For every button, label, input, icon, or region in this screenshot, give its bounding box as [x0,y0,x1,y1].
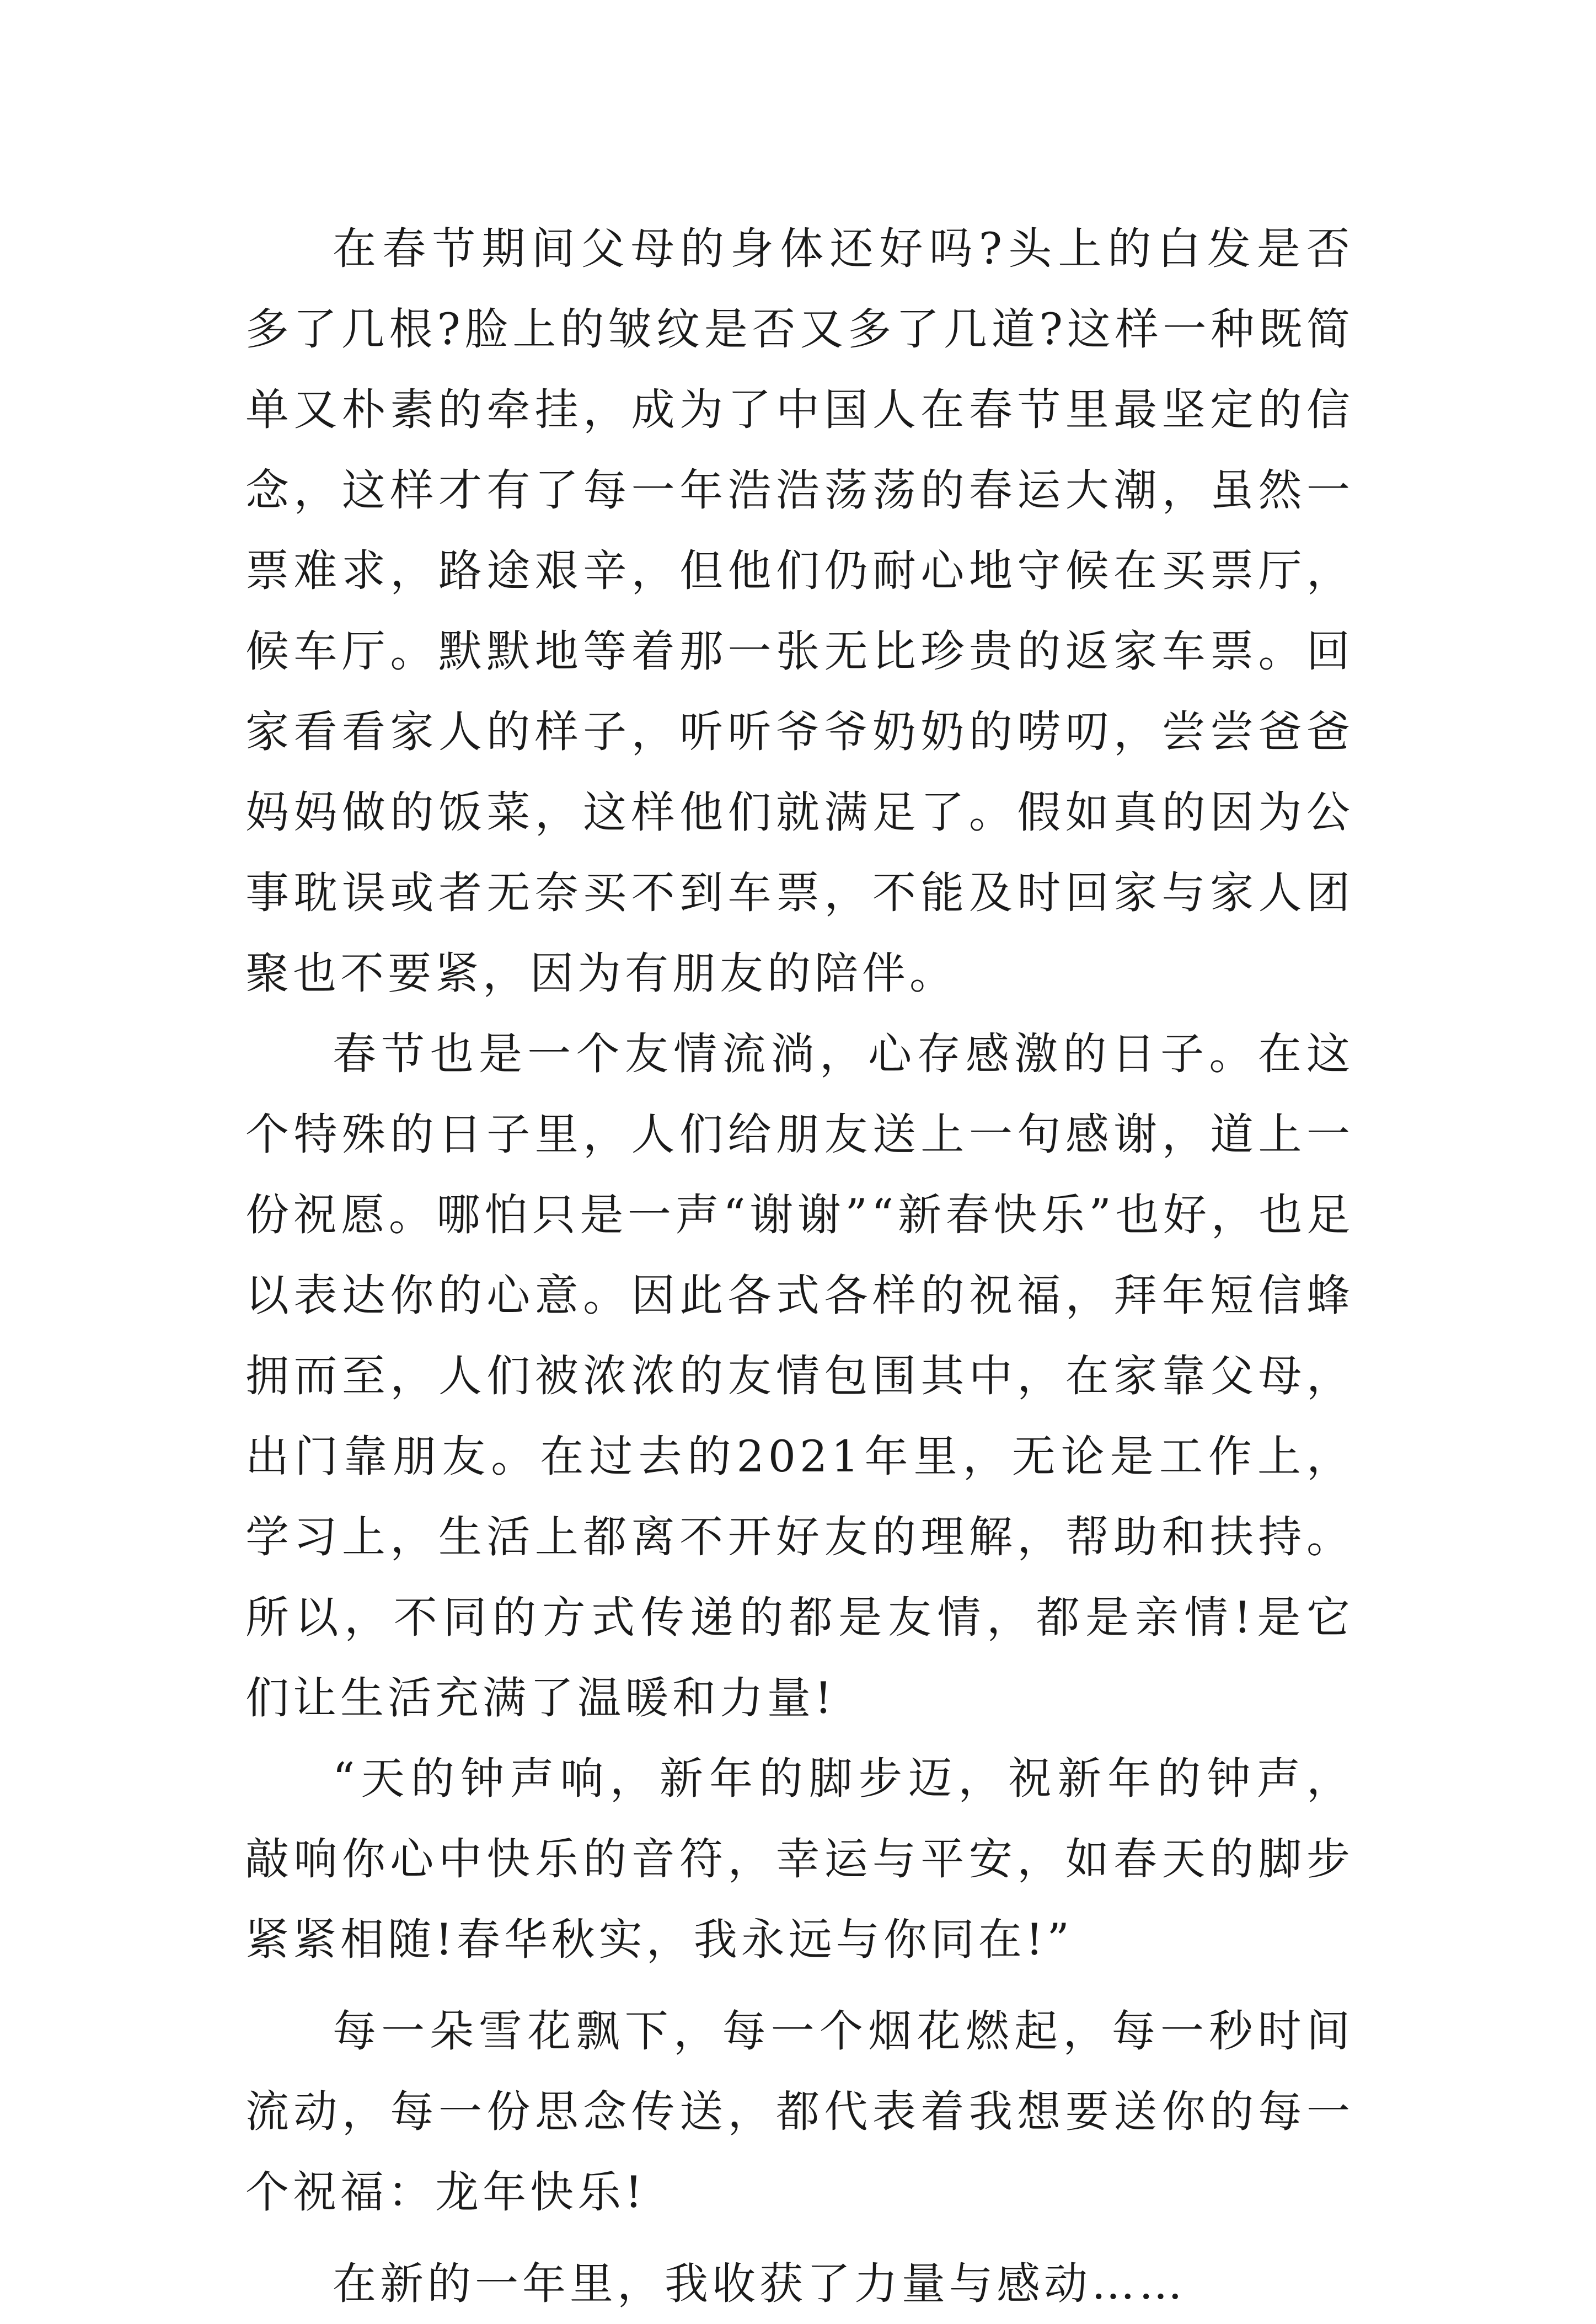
document-body [245,208,1354,2324]
paragraph: 在新的一年里，我收获了力量与感动…… [333,2258,1186,2309]
paragraph: 每一朵雪花飘下，每一个烟花燃起，每一秒时间流动，每一份思念传送，都代表着我想要送你的每一个祝福：龙年快乐! [245,2006,1354,2218]
paragraph: 春节也是一个友情流淌，心存感激的日子。在这个特殊的日子里，人们给朋友送上一句感谢，道上一份祝愿。哪怕只是一声“谢谢”“新春快乐”也好，也足以表达你的心意。因此各式各样的祝福，拜年短信蜂拥而至，人们被浓浓的友情包围其中，在家靠父母，出门靠朋友。在过去的2021年里，无论是工作上，学习上，生活上都离不开好友的理解，帮助和扶持。所以，不同的方式传递的都是友情，都是亲情!是它们让生活充满了温暖和力量! [245,1029,1354,1723]
paragraph: “天的钟声响，新年的脚步迈，祝新年的钟声，敲响你心中快乐的音符，幸运与平安，如春天的脚步紧紧相随!春华秋实，我永远与你同在!” [245,1753,1354,1965]
paragraph: 在春节期间父母的身体还好吗?头上的白发是否多了几根?脸上的皱纹是否又多了几道?这样一种既简单又朴素的牵挂，成为了中国人在春节里最坚定的信念，这样才有了每一年浩浩荡荡的春运大潮，虽然一票难求，路途艰辛，但他们仍耐心地守候在买票厅，候车厅。默默地等着那一张无比珍贵的返家车票。回家看看家人的样子，听听爷爷奶奶的唠叨，尝尝爸爸妈妈做的饭菜，这样他们就满足了。假如真的因为公事耽误或者无奈买不到车票，不能及时回家与家人团聚也不要紧，因为有朋友的陪伴。 [245,223,1354,999]
